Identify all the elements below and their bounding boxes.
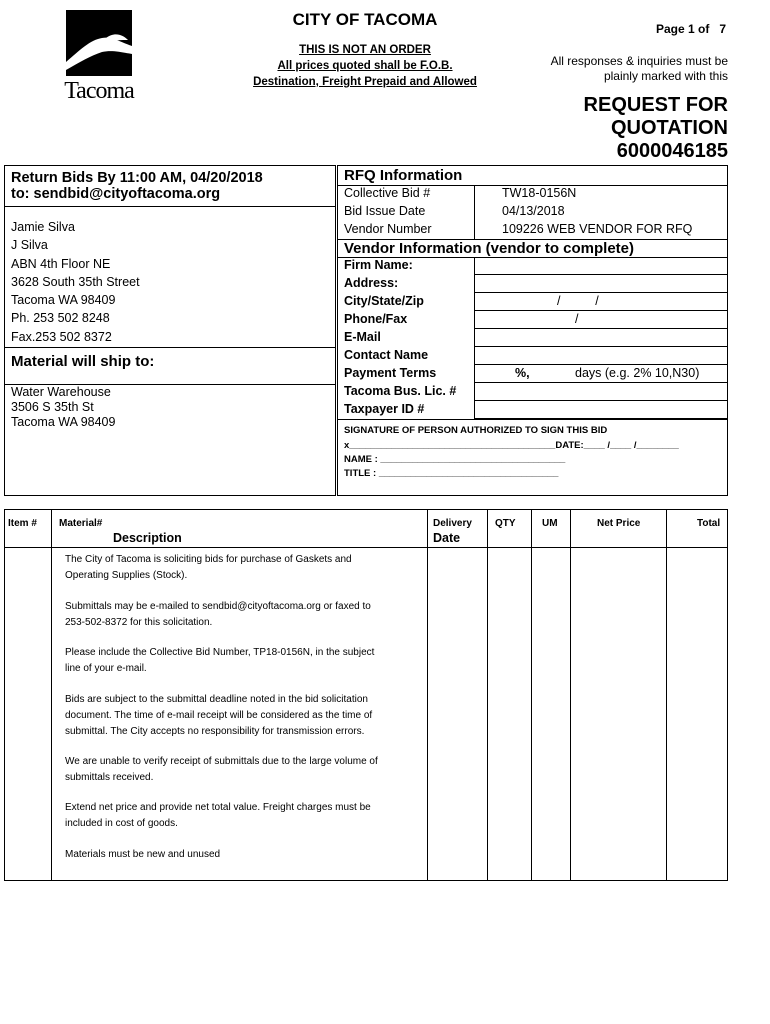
payment-days-hint: days (e.g. 2% 10,N30) (575, 366, 700, 380)
vendor-field-input[interactable] (474, 311, 727, 329)
rfq-vendor-panel (337, 165, 728, 496)
rfq-row-issue-date (338, 203, 727, 221)
rfq-label: Collective Bid # (344, 186, 431, 200)
page-count: Page 1 of 7 (655, 22, 726, 36)
not-an-order-notice: THIS IS NOT AN ORDER (299, 44, 431, 56)
vendor-field-label: Taxpayer ID # (344, 402, 425, 416)
vendor-field-label: Address: (344, 276, 399, 290)
phone-fax-separator: / (575, 312, 579, 326)
signature-name-line[interactable]: NAME : ___________________________________ (344, 454, 566, 465)
vendor-field-input[interactable] (474, 365, 727, 383)
fob-notice-line1: All prices quoted shall be F.O.B. (277, 60, 453, 72)
vendor-field-input[interactable] (474, 401, 727, 419)
description-paragraph: Materials must be new and unused (65, 849, 221, 860)
vendor-field-address[interactable] (338, 275, 727, 293)
city-title: CITY OF TACOMA (292, 10, 438, 29)
ship-to-line: Water Warehouse (11, 385, 111, 399)
logo-wordmark: Tacoma (64, 78, 134, 104)
ship-to-line: Tacoma WA 98409 (11, 415, 116, 429)
header-qty: QTY (495, 518, 516, 529)
header-total: Total (697, 518, 721, 529)
vendor-field-taxpayer-id[interactable] (338, 401, 727, 419)
vendor-info-title: Vendor Information (vendor to complete) (344, 240, 635, 257)
vendor-field-input[interactable] (474, 257, 727, 275)
return-bids-email: to: sendbid@cityoftacoma.org (11, 186, 221, 202)
vendor-field-label: Tacoma Bus. Lic. # (344, 384, 457, 398)
return-bids-deadline: Return Bids By 11:00 AM, 04/20/2018 (11, 170, 263, 186)
city-of-tacoma-logo (62, 10, 136, 114)
responses-note-line1: All responses & inquiries must be (550, 54, 728, 68)
rfq-value: 109226 WEB VENDOR FOR RFQ (502, 222, 693, 236)
contact-phone: Ph. 253 502 8248 (11, 311, 110, 325)
description-paragraph: Please include the Collective Bid Number, TP18-0156N, in the subject line of your e-mail. (65, 647, 375, 674)
vendor-field-label: E-Mail (344, 330, 381, 344)
rfq-label: Vendor Number (344, 222, 432, 236)
vendor-field-contact-name[interactable] (338, 347, 727, 365)
return-bids-panel (4, 165, 336, 496)
vendor-field-business-license[interactable] (338, 383, 727, 401)
signature-title-line[interactable]: TITLE : __________________________________ (344, 468, 559, 479)
header-delivery: Delivery (433, 518, 472, 529)
rfq-info-title: RFQ Information (344, 167, 463, 184)
header-description: Description (113, 531, 182, 545)
rfq-number: 6000046185 (616, 140, 728, 162)
vendor-field-input[interactable] (474, 329, 727, 347)
vendor-field-label: Payment Terms (344, 366, 437, 380)
signature-date-line[interactable]: x_______________________________________DATE:____ /____ /________ (344, 440, 679, 451)
vendor-field-label: Firm Name: (344, 258, 413, 272)
contact-fax: Fax.253 502 8372 (11, 330, 112, 344)
rfq-row-collective-bid (338, 185, 727, 203)
vendor-field-city-state-zip[interactable] (338, 293, 727, 311)
responses-note-line2: plainly marked with this (603, 69, 728, 83)
header-um: UM (542, 518, 558, 529)
description-paragraph: Bids are subject to the submittal deadline noted in the bid solicitation document. The time of e-mail receipt will be considered as the time of submittal. The City accepts no responsibility for transmission errors. (65, 694, 373, 737)
contact-line: Jamie Silva (11, 220, 75, 234)
rfq-value: TW18-0156N (502, 186, 577, 200)
vendor-field-input[interactable] (474, 275, 727, 293)
signature-heading: SIGNATURE OF PERSON AUTHORIZED TO SIGN THIS BID (344, 425, 608, 436)
description-paragraph: Extend net price and provide net total value. Freight charges must be included in cost of goods. (65, 802, 371, 829)
ship-to-line: 3506 S 35th St (11, 400, 94, 414)
rfq-value: 04/13/2018 (502, 204, 565, 218)
header-net-price: Net Price (597, 518, 641, 529)
vendor-field-email[interactable] (338, 329, 727, 347)
vendor-field-phone-fax[interactable] (338, 311, 727, 329)
description-paragraph: The City of Tacoma is soliciting bids for purchase of Gaskets and Operating Supplies (Stock). (65, 554, 352, 581)
vendor-field-input[interactable] (474, 293, 727, 311)
vendor-field-label: City/State/Zip (344, 294, 424, 308)
vendor-field-label: Phone/Fax (344, 312, 408, 326)
rfq-title-line2: QUOTATION (610, 117, 728, 139)
contact-line: Tacoma WA 98409 (11, 293, 116, 307)
header-material: Material# (59, 518, 103, 529)
ship-to-title: Material will ship to: (11, 353, 155, 370)
vendor-field-firm-name[interactable] (338, 257, 727, 275)
contact-line: ABN 4th Floor NE (11, 257, 111, 271)
rfq-row-vendor-number (338, 221, 727, 239)
rfq-title-line1: REQUEST FOR (583, 94, 728, 116)
rfq-label: Bid Issue Date (344, 204, 426, 218)
line-item-table (4, 509, 728, 881)
contact-line: J Silva (11, 238, 48, 252)
vendor-field-input[interactable] (474, 347, 727, 365)
city-state-separators: / / (557, 294, 599, 308)
vendor-field-payment-terms[interactable] (338, 365, 727, 383)
description-paragraph: We are unable to verify receipt of submittals due to the large volume of submittals received. (65, 756, 378, 783)
header-item: Item # (8, 518, 37, 529)
payment-percent: %, (515, 366, 530, 380)
fob-notice-line2: Destination, Freight Prepaid and Allowed (253, 76, 477, 88)
vendor-field-input[interactable] (474, 383, 727, 401)
contact-line: 3628 South 35th Street (11, 275, 140, 289)
description-paragraph: Submittals may be e-mailed to sendbid@cityoftacoma.org or faxed to 253-502-8372 for this solicitation. (65, 601, 371, 628)
header-date: Date (433, 531, 461, 545)
vendor-field-label: Contact Name (344, 348, 429, 362)
